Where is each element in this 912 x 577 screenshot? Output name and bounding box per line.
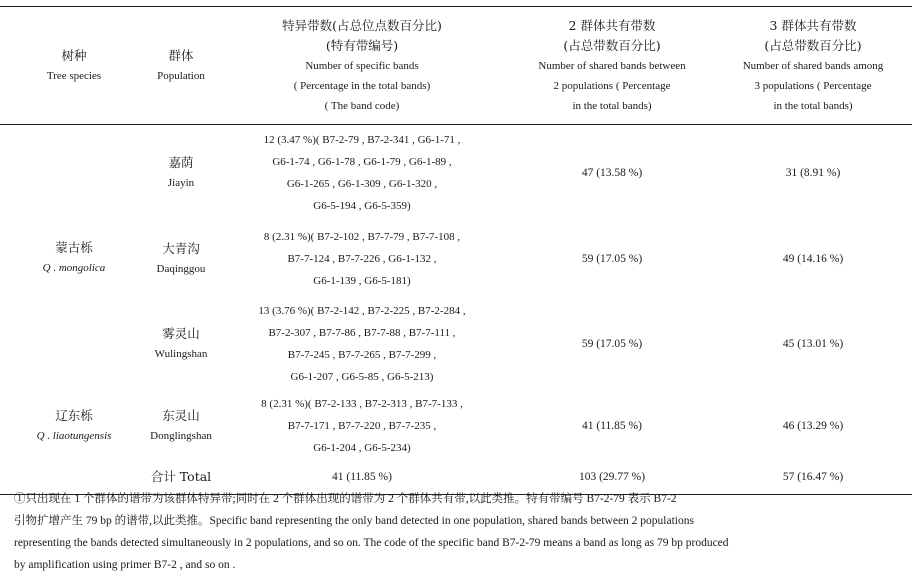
total-specific: 41 (11.85 %) [214,461,510,495]
specific-bands-cell: 8 (2.31 %)( B7-2-102 , B7-7-79 , B7-7-108 , B7-7-124 , B7-7-226 , G6-1-132 , G6-1-139 , G6-5-181) [263,230,461,287]
species-cell: 辽东栎 Q . liaotungensis [36,407,112,442]
table-row [0,391,912,461]
specific-bands-cell: 12 (3.47 %)( B7-2-79 , B7-2-341 , G6-1-71 , G6-1-74 , G6-1-78 , G6-1-79 , G6-1-89 , G6-1-265 , G6-1-309 , G6-1-320 , G6-5-194 , G6-5-359) [263,133,461,212]
shared3-cell: 31 (8.91 %) [785,166,841,179]
table-header-row [0,7,912,125]
header-shared-2: 2 群体共有带数 (占总带数百分比) Number of shared bands between 2 populations ( Percentage in the total bands) [510,7,714,125]
population-cell: 嘉荫 Jiayin [167,154,195,189]
shared2-cell: 59 (17.05 %) [581,252,643,265]
shared2-cell: 59 (17.05 %) [581,337,643,350]
species-cell: 蒙古栎 Q . mongolica [42,239,106,274]
shared3-cell: 45 (13.01 %) [782,337,844,350]
population-cell: 东灵山 Donglingshan [150,407,212,442]
table-footnote: ①只出现在 1 个群体的谱带为该群体特异带;同时在 2 个群体出现的谱带为 2 个群体共有带,以此类推。特有带编号 B7-2-79 表示 B7-2 引物扩增产生 79 bp 的谱带,以此类推。Specific band representing the only band detected in one population, shared bands between 2 populations representing the bands detected simultaneously in 2 populations, and so on. The code of the specific band B7-2-79 means a band as long as 79 bp produced by amplification using primer B7-2 , and so on . [14,493,729,571]
header-shared-3: 3 群体共有带数 (占总带数百分比) Number of shared bands among 3 populations ( Percentage in the total bands) [714,7,912,125]
population-cell: 雾灵山 Wulingshan [154,325,208,360]
total-label: 合计 Total [148,461,214,495]
shared2-cell: 41 (11.85 %) [582,419,642,432]
header-population: 群体 Population [148,7,214,125]
total-shared2: 103 (29.77 %) [510,461,714,495]
header-specific-bands: 特异带数(占总位点数百分比) (特有带编号) Number of specific bands ( Percentage in the total bands) ( The band code) [214,7,510,125]
shared2-cell: 47 (13.58 %) [581,166,643,179]
specific-bands-cell: 8 (2.31 %)( B7-2-133 , B7-2-313 , B7-7-133 , B7-7-171 , B7-7-220 , B7-7-235 , G6-1-204 , G6-5-234) [261,397,463,454]
band-table [0,6,912,495]
total-shared3: 57 (16.47 %) [714,461,912,495]
specific-bands-cell: 13 (3.76 %)( B7-2-142 , B7-2-225 , B7-2-284 , B7-2-307 , B7-7-86 , B7-7-88 , B7-7-111 , B7-7-245 , B7-7-265 , B7-7-299 , G6-1-207 , G6-5-85 , G6-5-213) [258,304,466,383]
shared3-cell: 49 (14.16 %) [782,252,844,265]
population-cell: 大青沟 Daqinggou [156,240,206,275]
header-species: 树种 Tree species [0,7,148,125]
shared3-cell: 46 (13.29 %) [782,419,844,432]
table-row [0,125,912,221]
